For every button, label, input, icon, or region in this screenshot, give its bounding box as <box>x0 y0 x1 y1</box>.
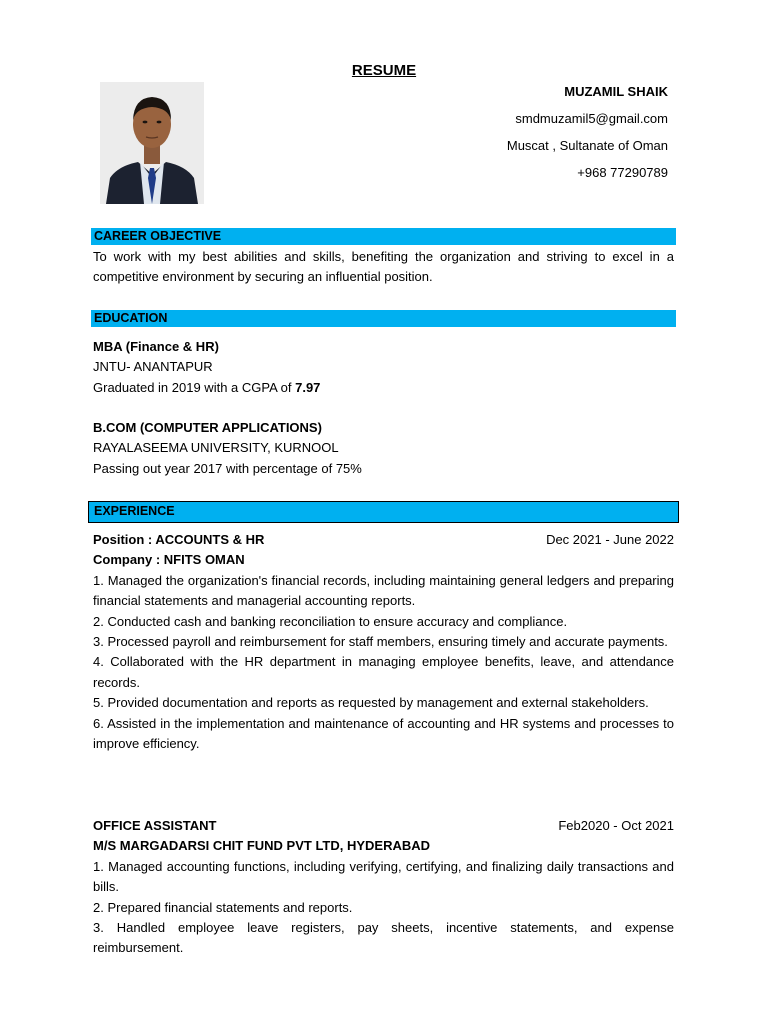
degree: MBA (Finance & HR) <box>93 339 219 354</box>
job-dates: Dec 2021 - June 2022 <box>546 532 674 547</box>
education-detail: Passing out year 2017 with percentage of 75% <box>93 460 362 476</box>
job-dates: Feb2020 - Oct 2021 <box>558 818 674 833</box>
candidate-name: MUZAMIL SHAIK <box>564 84 668 99</box>
education-entry <box>93 337 674 398</box>
cgpa-value: 7.97 <box>295 379 321 395</box>
job-duty: 3. Handled employee leave registers, pay sheets, incentive statements, and expense reimbursement. <box>93 920 674 956</box>
job-entry <box>93 816 674 959</box>
job-duty: 6. Assisted in the implementation and maintenance of accounting and HR systems and processes to improve efficiency. <box>93 715 674 752</box>
school: RAYALASEEMA UNIVERSITY, KURNOOL <box>93 440 339 456</box>
job-duty: 2. Conducted cash and banking reconciliation to ensure accuracy and compliance. <box>93 613 568 629</box>
job-position: OFFICE ASSISTANT <box>93 818 217 833</box>
degree: B.COM (COMPUTER APPLICATIONS) <box>93 420 322 435</box>
job-duty: 5. Provided documentation and reports as requested by management and external stakeholders. <box>93 695 649 711</box>
job-duty: 4. Collaborated with the HR department in managing employee benefits, leave, and attendance records. <box>93 654 674 690</box>
job-duty: 2. Prepared financial statements and reports. <box>93 899 353 915</box>
job-header <box>93 530 674 550</box>
job-position: Position : ACCOUNTS & HR <box>93 532 265 547</box>
job-duty: 1. Managed the organization's financial records, including maintaining general ledgers and preparing financial statements and managerial accounting reports. <box>93 572 674 609</box>
career-objective-heading: CAREER OBJECTIVE <box>91 228 676 245</box>
detail-text: Graduated in 2019 with a CGPA of <box>93 379 296 395</box>
profile-photo <box>100 82 204 204</box>
contact-info <box>507 83 668 191</box>
job-entry <box>93 530 674 754</box>
job-company: M/S MARGADARSI CHIT FUND PVT LTD, HYDERABAD <box>93 838 431 854</box>
education-heading: EDUCATION <box>91 310 676 327</box>
education-entry <box>93 418 674 479</box>
job-duty: 1. Managed accounting functions, including verifying, certifying, and finalizing daily transactions and bills. <box>93 858 674 895</box>
resume-title: RESUME <box>351 62 417 79</box>
experience-heading: EXPERIENCE <box>88 501 679 523</box>
education-detail <box>93 378 674 398</box>
location: Muscat , Sultanate of Oman <box>506 138 668 153</box>
job-duty: 3. Processed payroll and reimbursement for staff members, ensuring timely and accurate payments. <box>93 634 668 650</box>
phone: +968 77290789 <box>577 165 668 180</box>
job-header <box>93 816 674 836</box>
job-company: Company : NFITS OMAN <box>93 552 245 568</box>
career-objective-text: To work with my best abilities and skills, benefiting the organization and striving to excel in a competitive environment by securing an influential position. <box>93 249 674 285</box>
school: JNTU- ANANTAPUR <box>93 359 213 375</box>
email: smdmuzamil5@gmail.com <box>515 111 668 126</box>
